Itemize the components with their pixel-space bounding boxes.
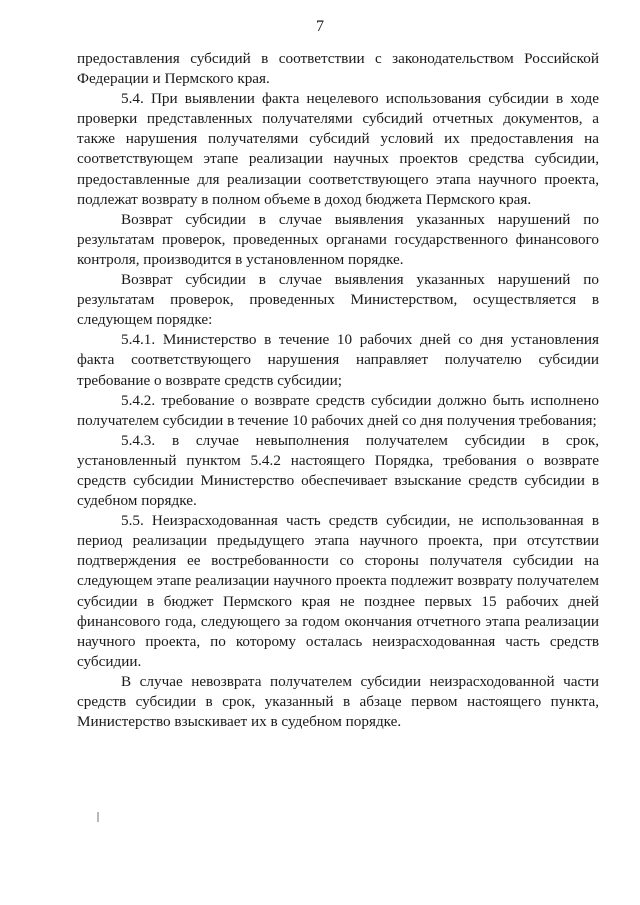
paragraph-5-4-3: 5.4.3. в случае невыполнения получателем субсидии в срок, установленный пунктом 5.4.2 настоящего Порядка, требования о возврате средств субсидии Министерство обеспечивает взыскание средств субсидии в судебном порядке. [77, 431, 599, 510]
paragraph-5-4-1: 5.4.1. Министерство в течение 10 рабочих дней со дня установления факта соответствующего нарушения направляет получателю субсидии требование о возврате средств субсидии; [77, 331, 599, 389]
paragraph-return-state-control: Возврат субсидии в случае выявления указанных нарушений по результатам проверок, проведенных органами государственного финансового контроля, производится в установленном порядке. [77, 210, 599, 268]
scan-artifact-mark [97, 812, 99, 822]
paragraph-5-5: 5.5. Неизрасходованная часть средств субсидии, не использованная в период реализации предыдущего этапа научного проекта, при отсутствии подтверждения ее востребованности со стороны получателя субсидии на следующем этапе реализации научного проекта подлежит возврату получателем субсидии в бюджет Пермского края не позднее первых 15 рабочих дней финансового года, следующего за годом окончания отчетного этапа реализации научного проекта, по которому осталась неизрасходованная часть средств субсидии. [77, 512, 599, 670]
paragraph-return-ministry: Возврат субсидии в случае выявления указанных нарушений по результатам проверок, проведенных Министерством, осуществляется в следующем порядке: [77, 271, 599, 329]
paragraph-continuation: предоставления субсидий в соответствии с законодательством Российской Федерации и Пермского края. [77, 50, 599, 88]
document-body [77, 49, 599, 732]
paragraph-5-4: 5.4. При выявлении факта нецелевого использования субсидии в ходе проверки представленных получателями субсидий отчетных документов, а также нарушения получателями субсидий условий их предоставления на соответствующем этапе реализации научных проектов средства субсидии, предоставленные для реализации соответствующего этапа научного проекта, подлежат возврату в полном объеме в доход бюджета Пермского края. [77, 90, 599, 208]
page-number: 7 [316, 18, 324, 35]
paragraph-5-4-2: 5.4.2. требование о возврате средств субсидии должно быть исполнено получателем субсидии в течение 10 рабочих дней со дня получения требования; [77, 391, 599, 429]
paragraph-non-return: В случае невозврата получателем субсидии неизрасходованной части средств субсидии в срок, указанный в абзаце первом настоящего пункта, Министерство взыскивает их в судебном порядке. [77, 672, 599, 731]
